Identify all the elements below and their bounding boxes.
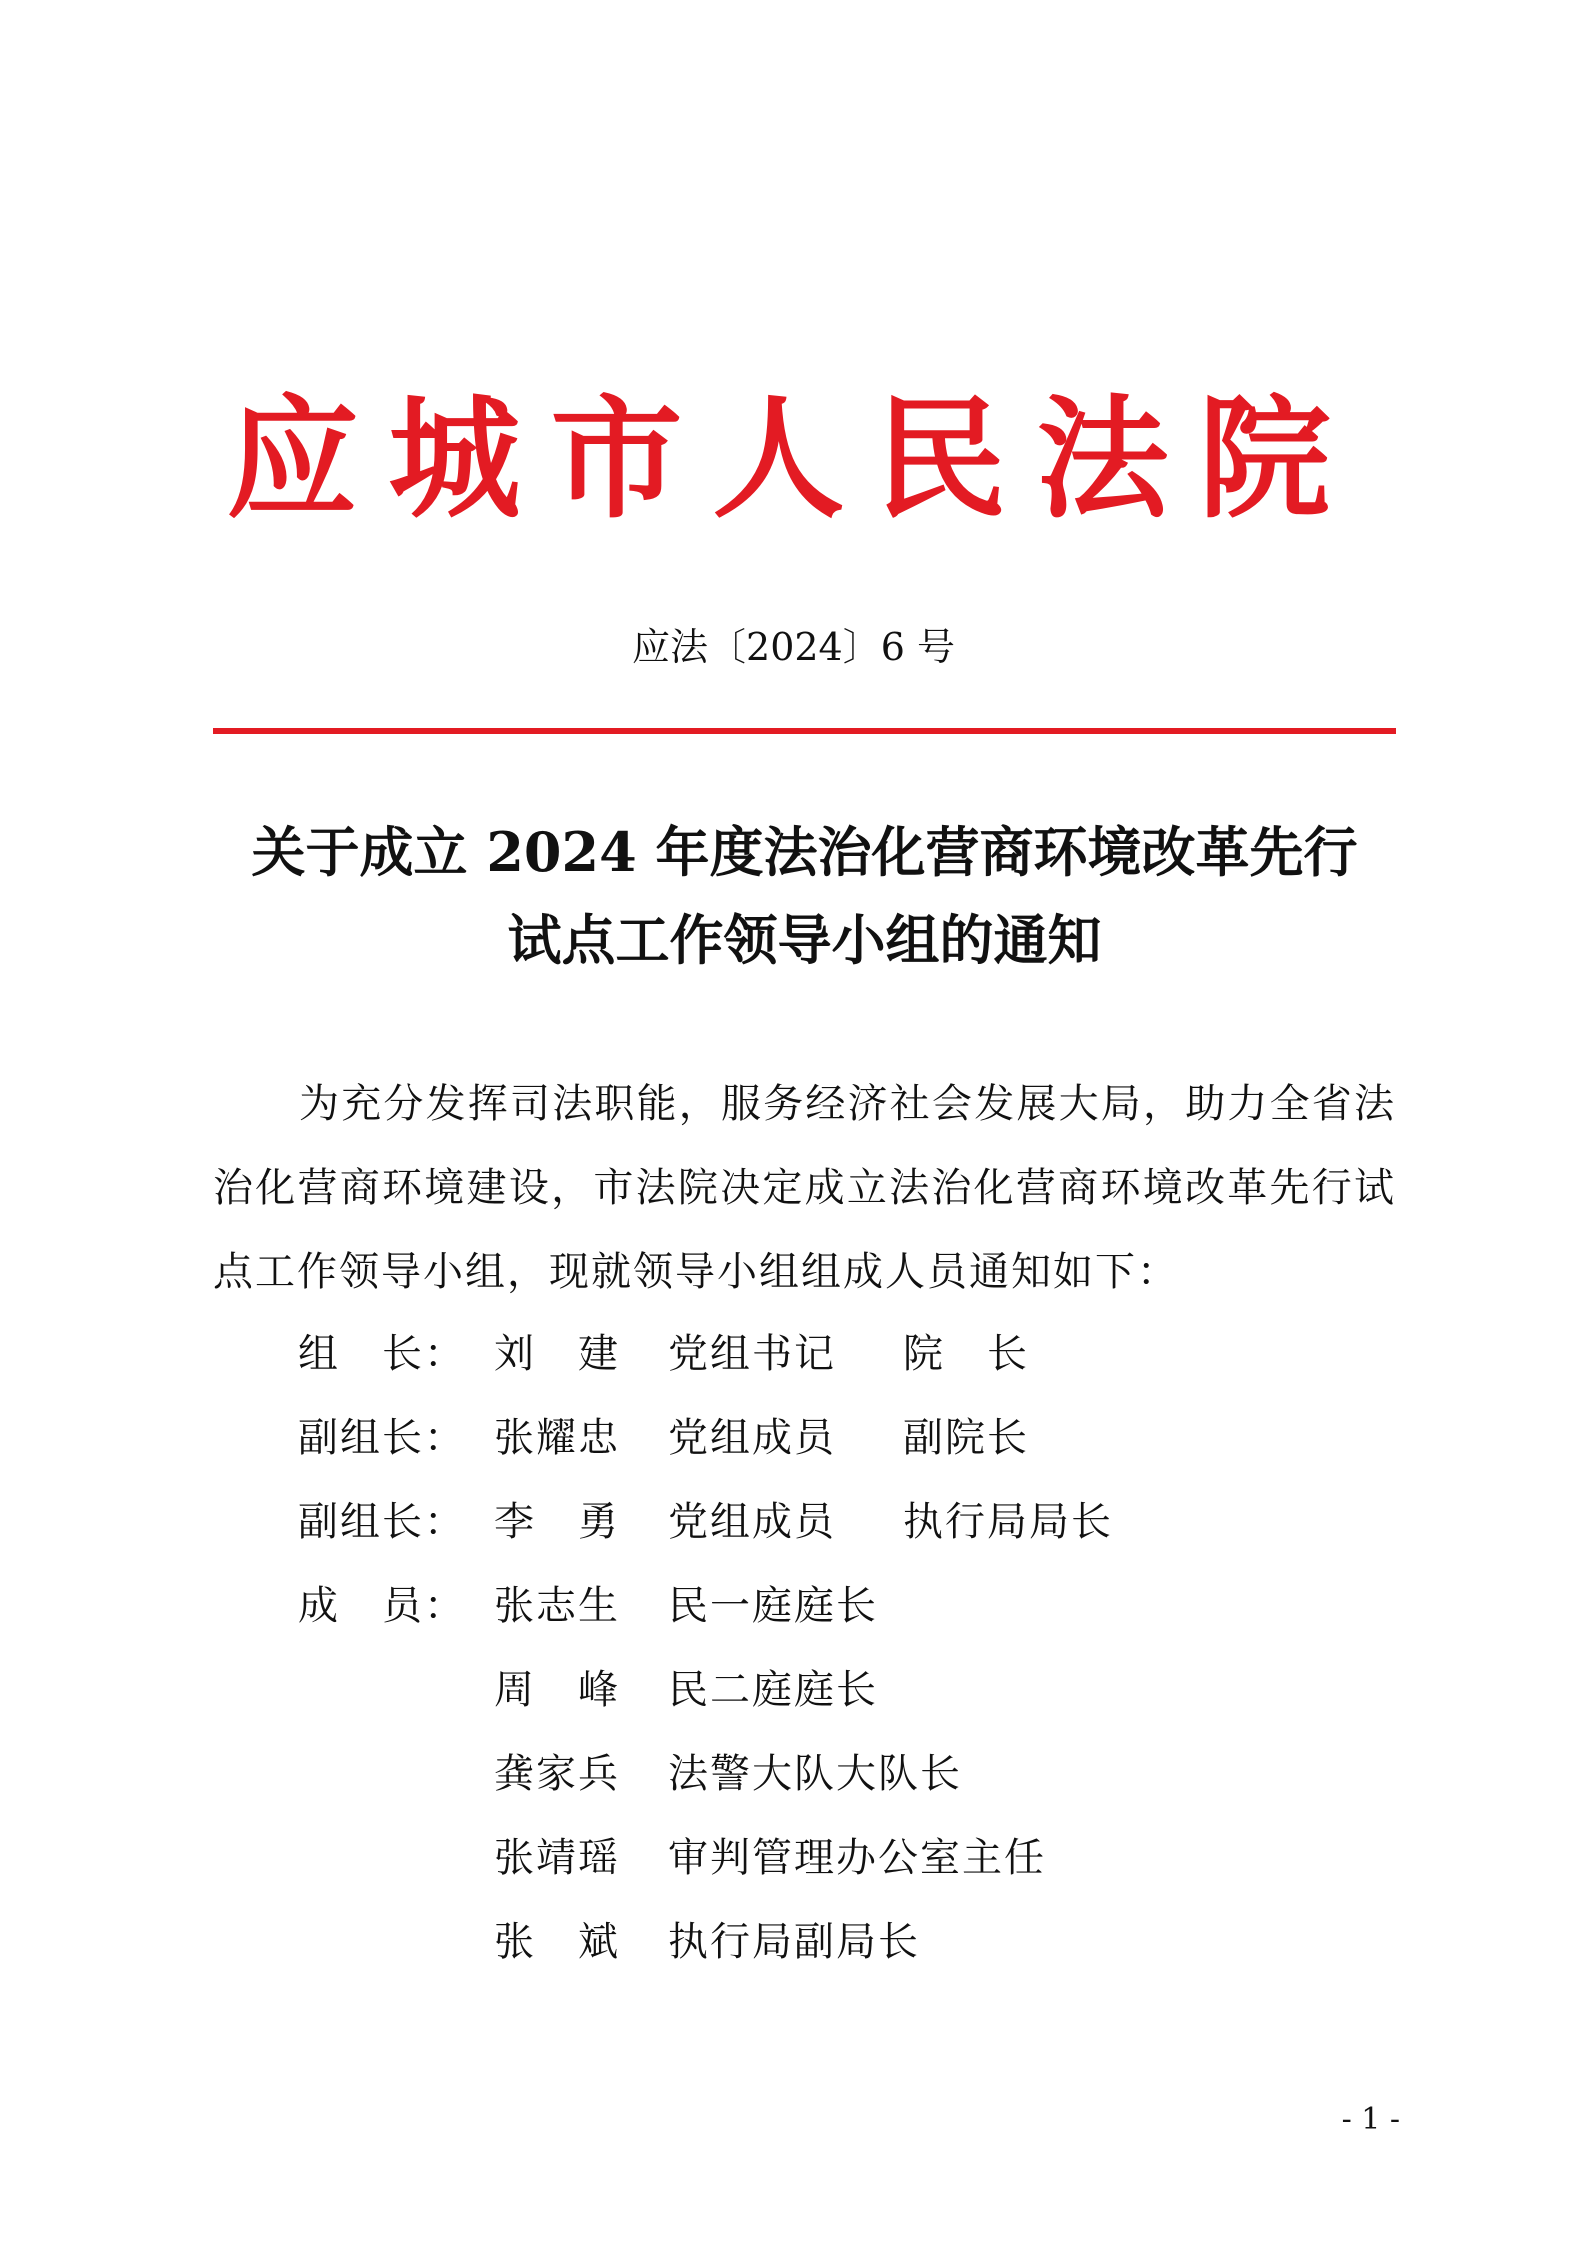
- roster-role: 组 长：: [298, 1331, 466, 1377]
- roster-name: 张靖瑶: [494, 1835, 620, 1881]
- roster-position: 党组书记: [668, 1331, 836, 1377]
- roster-position: 党组成员: [668, 1415, 836, 1461]
- roster-title: 副院长: [903, 1415, 1029, 1461]
- roster-position: 审判管理办公室主任: [668, 1835, 1046, 1881]
- notice-title-line-1: 关于成立 2024 年度法治化营商环境改革先行: [251, 820, 1358, 884]
- roster-row: [298, 1396, 1298, 1480]
- roster-name: 龚家兵: [494, 1751, 620, 1797]
- page-number: - 1 -: [1341, 2102, 1400, 2137]
- roster-name: 张 斌: [494, 1919, 620, 1965]
- roster-position: 民一庭庭长: [668, 1583, 878, 1629]
- roster-title: 院 长: [903, 1331, 1029, 1377]
- roster-role: 副组长：: [298, 1499, 466, 1545]
- roster-position: 党组成员: [668, 1499, 836, 1545]
- roster-row: [298, 1816, 1298, 1900]
- masthead-title: 应城市人民法院: [226, 382, 1361, 537]
- notice-title-line-2: 试点工作领导小组的通知: [507, 908, 1102, 972]
- member-roster: [298, 1312, 1298, 1984]
- roster-row: [298, 1564, 1298, 1648]
- document-number: 应法〔2024〕6 号: [632, 625, 955, 669]
- roster-role: 副组长：: [298, 1415, 466, 1461]
- roster-name: 周 峰: [494, 1667, 620, 1713]
- roster-name: 刘 建: [494, 1331, 620, 1377]
- roster-name: 李 勇: [494, 1499, 620, 1545]
- roster-row: [298, 1312, 1298, 1396]
- roster-title: 执行局局长: [903, 1499, 1113, 1545]
- roster-name: 张志生: [494, 1583, 620, 1629]
- roster-position: 法警大队大队长: [668, 1751, 962, 1797]
- notice-title: [213, 808, 1396, 984]
- roster-position: 民二庭庭长: [668, 1667, 878, 1713]
- body-paragraph: 为充分发挥司法职能，服务经济社会发展大局，助力全省法治化营商环境建设，市法院决定成立法治化营商环境改革先行试点工作领导小组，现就领导小组组成人员通知如下：: [213, 1081, 1396, 1295]
- roster-name: 张耀忠: [494, 1415, 620, 1461]
- notice-body: [213, 1062, 1396, 1314]
- roster-position: 执行局副局长: [668, 1919, 920, 1965]
- red-divider-line: [213, 728, 1396, 734]
- roster-row: [298, 1900, 1298, 1984]
- roster-row: [298, 1480, 1298, 1564]
- roster-role: 成 员：: [298, 1583, 466, 1629]
- roster-row: [298, 1648, 1298, 1732]
- roster-row: [298, 1732, 1298, 1816]
